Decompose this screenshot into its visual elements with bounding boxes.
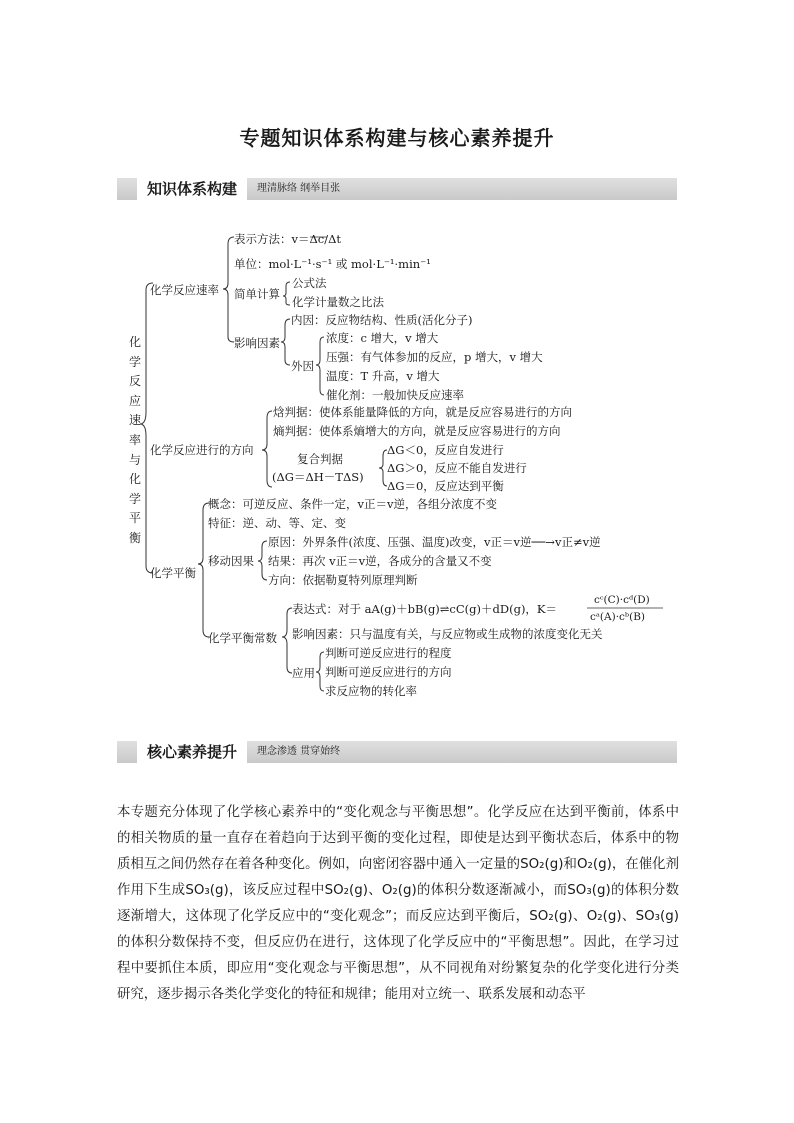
section-label: 知识体系构建 bbox=[137, 178, 247, 200]
gibbs-positive: ΔG＞0，反应不能自发进行 bbox=[387, 461, 527, 475]
shift-result: 结果：再次 v正＝v逆，各成分的含量又不变 bbox=[268, 554, 492, 568]
equilibrium-features: 特征：逆、动、等、定、变 bbox=[208, 516, 346, 530]
bracket-application bbox=[316, 652, 324, 691]
rate-calc: 简单计算 bbox=[234, 287, 280, 301]
enthalpy-criterion: 焓判据：使体系能量降低的方向，就是反应容易进行的方向 bbox=[273, 405, 572, 419]
calc-item-formula: 公式法 bbox=[292, 276, 327, 290]
entropy-criterion: 熵判据：使体系熵增大的方向，就是反应容易进行的方向 bbox=[273, 424, 561, 438]
external-temperature: 温度：T 升高，v 增大 bbox=[326, 369, 440, 383]
section-label: 核心素养提升 bbox=[137, 741, 247, 763]
paragraph-text: 本专题充分体现了化学核心素养中的“变化观念与平衡思想”。化学反应在达到平衡前，体系中的相关物质的量一直存在着趋向于达到平衡的变化过程，即使是达到平衡状态后，体系中的物质相互之间仍然存在着各种变化。例如，向密闭容器中通入一定量的SO₂(g)和O₂(g)，在催化剂作用下生成SO₃(g)，该反应过程中SO₂(g)、O₂(g)的体积分数逐渐减小，而SO₃(g)的体积分数逐渐增大，这体现了化学反应中的“变化观念”；而反应达到平衡后，SO₂(g)、O₂(g)、SO₃(g)的体积分数保持不变，但反应仍在进行，这体现了化学反应中的“平衡思想”。因此，在学习过程中要抓住本质，即应用“变化观念与平衡思想”，从不同视角对纷繁复杂的化学变化进行分类研究，逐步揭示各类化学变化的特征和规律；能用对立统一、联系发展和动态平 bbox=[117, 805, 679, 1002]
external-concentration: 浓度：c 增大，v 增大 bbox=[326, 331, 439, 345]
gibbs-negative: ΔG＜0，反应自发进行 bbox=[387, 443, 504, 457]
application-degree: 判断可逆反应进行的程度 bbox=[325, 646, 452, 660]
rate-factors: 影响因素 bbox=[234, 336, 280, 350]
external-pressure: 压强：有气体参加的反应，p 增大，v 增大 bbox=[326, 350, 543, 364]
rate-unit: 单位：mol·L⁻¹·s⁻¹ 或 mol·L⁻¹·min⁻¹ bbox=[234, 257, 431, 271]
internal-factor: 内因：反应物结构、性质(活化分子) bbox=[291, 313, 473, 327]
external-factor: 外因 bbox=[291, 359, 314, 373]
gibbs-zero: ΔG＝0，反应达到平衡 bbox=[387, 479, 504, 493]
mindmap-root: 化学反应速率与化学平衡 bbox=[128, 335, 141, 545]
section-header-literacy bbox=[117, 741, 677, 763]
equilibrium-constant: 化学平衡常数 bbox=[208, 631, 277, 645]
bracket-shift bbox=[258, 541, 267, 580]
bracket-external bbox=[316, 337, 324, 395]
rate-formula: 表示方法：v＝Δc/Δt bbox=[234, 232, 342, 246]
k-application: 应用 bbox=[292, 666, 315, 680]
k-numerator: cᶜ(C)·cᵈ(D) bbox=[594, 594, 650, 606]
application-conversion: 求反应物的转化率 bbox=[325, 684, 417, 698]
bracket-direction bbox=[262, 411, 272, 487]
section-subtitle: 理念渗透 贯穿始终 bbox=[257, 746, 341, 757]
shift-direction: 方向：依据勒夏特列原理判断 bbox=[268, 573, 418, 587]
page-title: 专题知识体系构建与核心素养提升 bbox=[239, 126, 555, 150]
section-subtitle: 理清脉络 纲举目张 bbox=[257, 183, 341, 194]
rate-node: 化学反应速率 bbox=[150, 283, 219, 297]
bracket-constant bbox=[282, 608, 292, 673]
bracket-factors bbox=[281, 319, 290, 365]
calc-item-ratio: 化学计量数之比法 bbox=[292, 295, 384, 309]
direction-node: 化学反应进行的方向 bbox=[150, 443, 254, 457]
equilibrium-concept: 概念：可逆反应、条件一定，v正＝v逆，各组分浓度不变 bbox=[208, 497, 497, 511]
equilibrium-shift: 移动因果 bbox=[208, 554, 254, 568]
bracket-rate bbox=[223, 237, 234, 342]
application-direction: 判断可逆反应进行的方向 bbox=[325, 665, 452, 679]
shift-cause: 原因：外界条件(浓度、压强、温度)改变，v正＝v逆──→v正≠v逆 bbox=[268, 535, 601, 549]
body-paragraph bbox=[117, 800, 679, 1008]
external-catalyst: 催化剂：一般加快反应速率 bbox=[326, 388, 464, 402]
section-header-knowledge bbox=[117, 178, 677, 200]
bracket-composite bbox=[379, 450, 387, 486]
k-denominator: cᵃ(A)·cᵇ(B) bbox=[590, 611, 646, 623]
k-factors: 影响因素：只与温度有关，与反应物或生成物的浓度变化无关 bbox=[292, 627, 603, 641]
bracket-calc bbox=[283, 282, 290, 305]
k-expression: 表达式：对于 aA(g)＋bB(g)⇌cC(g)＋dD(g)，K＝ bbox=[292, 602, 558, 616]
equilibrium-node: 化学平衡 bbox=[150, 566, 196, 580]
composite-formula: (ΔG＝ΔH－TΔS) bbox=[272, 470, 364, 484]
composite-criterion: 复合判据 bbox=[297, 452, 343, 466]
